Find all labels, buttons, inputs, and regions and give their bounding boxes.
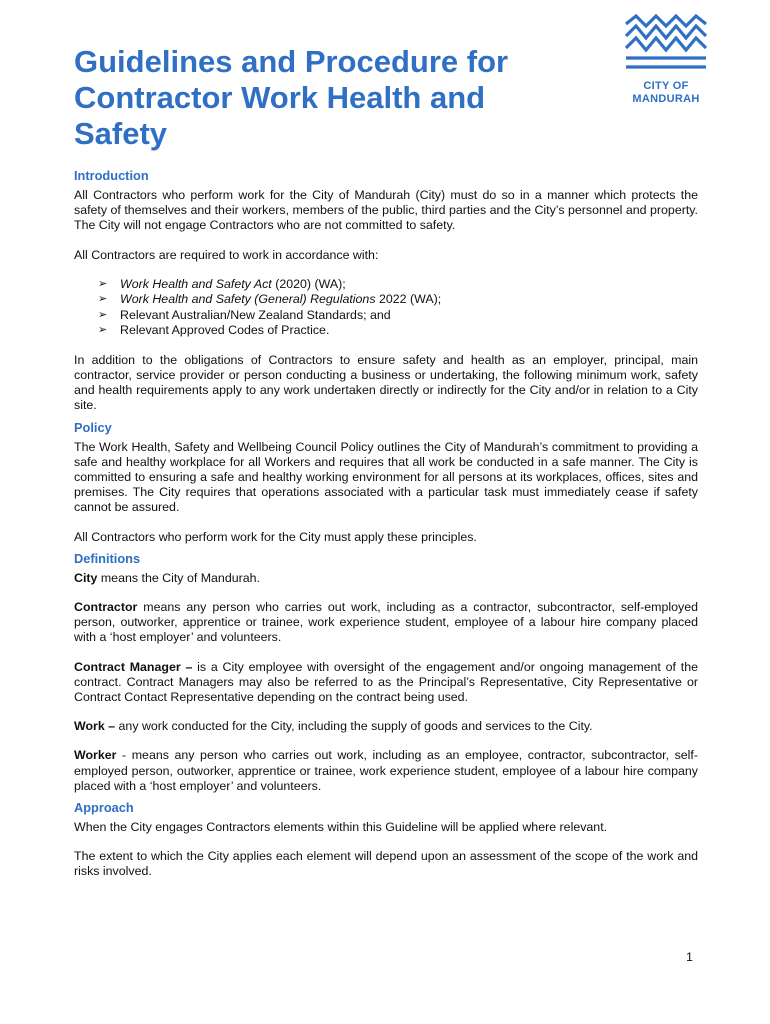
title-line-2: Contractor Work Health and	[74, 80, 486, 115]
definition-text: is a City employee with oversight of the engagement and/or ongoing management of the contract. Contract Managers may also be referred to as the Principal’s Representative, City Representative or Contract Contact Representative depending on the contract being used.	[74, 659, 698, 705]
arrow-bullet-icon: ➢	[98, 277, 108, 290]
definition-work	[74, 719, 698, 734]
arrow-bullet-icon: ➢	[98, 324, 108, 337]
arrow-bullet-icon: ➢	[98, 308, 108, 321]
definition-term: Work –	[74, 719, 116, 734]
definition-term: City	[74, 570, 98, 585]
definition-contract-manager	[74, 660, 698, 706]
approach-heading: Approach	[74, 800, 134, 816]
document-body	[74, 168, 698, 894]
bullet-text: Relevant Australian/New Zealand Standards; and	[120, 307, 391, 322]
list-item	[98, 292, 698, 308]
requirements-list	[74, 277, 698, 339]
definitions-heading: Definitions	[74, 550, 141, 566]
approach-paragraph-2: The extent to which the City applies each element will depend upon an assessment of the scope of the work and risks involved.	[74, 849, 698, 879]
policy-paragraph-1: The Work Health, Safety and Wellbeing Council Policy outlines the City of Mandurah’s commitment to providing a safe and healthy workplace for all Workers and requires that all work be conducted in a safe manner. The City is committed to ensuring a safe and healthy working environment for all persons at its workplaces, offices, sites and premises. The City requires that operations associated with a particular task must immediately cease if safety cannot be assured.	[74, 439, 698, 515]
introduction-heading: Introduction	[74, 168, 149, 183]
logo-line-city-of: CITY OF	[643, 80, 689, 92]
bullet-text: (2020) (WA);	[271, 276, 346, 291]
definition-worker	[74, 748, 698, 794]
definition-city	[74, 571, 698, 586]
introduction-paragraph-2: All Contractors are required to work in accordance with:	[74, 247, 379, 262]
waves-logo-icon	[624, 14, 708, 76]
page-number: 1	[686, 950, 693, 964]
document-title	[74, 44, 594, 152]
title-line-3: Safety	[74, 116, 168, 151]
definition-term: Worker	[74, 748, 117, 763]
list-item	[98, 277, 698, 293]
definition-text: any work conducted for the City, including the supply of goods and services to the City.	[115, 719, 593, 734]
list-item	[98, 323, 698, 339]
logo-line-mandurah: MANDURAH	[632, 93, 700, 105]
definition-contractor	[74, 600, 698, 646]
policy-paragraph-2: All Contractors who perform work for the City must apply these principles.	[74, 529, 477, 544]
bullet-italic-text: Work Health and Safety Act	[120, 276, 272, 291]
definition-term: Contract Manager –	[74, 659, 193, 674]
definition-text: means the City of Mandurah.	[97, 570, 260, 585]
title-line-1: Guidelines and Procedure for	[74, 44, 509, 79]
bullet-text: 2022 (WA);	[375, 292, 442, 307]
bullet-italic-text: Work Health and Safety (General) Regulations	[120, 292, 376, 307]
city-of-mandurah-logo	[618, 14, 714, 108]
introduction-paragraph-1: All Contractors who perform work for the City of Mandurah (City) must do so in a manner which protects the safety of themselves and their workers, members of the public, third parties and the City’s personnel and property. The City will not engage Contractors who are not committed to safety.	[74, 188, 698, 233]
definition-term: Contractor	[74, 600, 138, 615]
definition-text: means any person who carries out work, including as a contractor, subcontractor, self-employed person, outworker, apprentice or trainee, work experience student, employee of a labour hire company placed with a ‘host employer’ and volunteers.	[74, 600, 698, 645]
approach-paragraph-1: When the City engages Contractors elements within this Guideline will be applied where relevant.	[74, 820, 608, 835]
bullet-text: Relevant Approved Codes of Practice.	[120, 323, 330, 338]
definition-text: - means any person who carries out work, including as an employee, contractor, subcontractor, self-employed person, outworker, apprentice or trainee, work experience student, employee of a labour hire company placed with a ‘host employer’ and volunteers.	[74, 748, 698, 793]
introduction-paragraph-3: In addition to the obligations of Contractors to ensure safety and health as an employer, principal, main contractor, service provider or person conducting a business or undertaking, the following minimum work, safety and health requirements apply to any work undertaken directly or indirectly for the City and/or in relation to a City site.	[74, 352, 698, 413]
arrow-bullet-icon: ➢	[98, 293, 108, 306]
list-item	[98, 308, 698, 324]
policy-heading: Policy	[74, 419, 112, 435]
logo-text	[618, 80, 714, 106]
